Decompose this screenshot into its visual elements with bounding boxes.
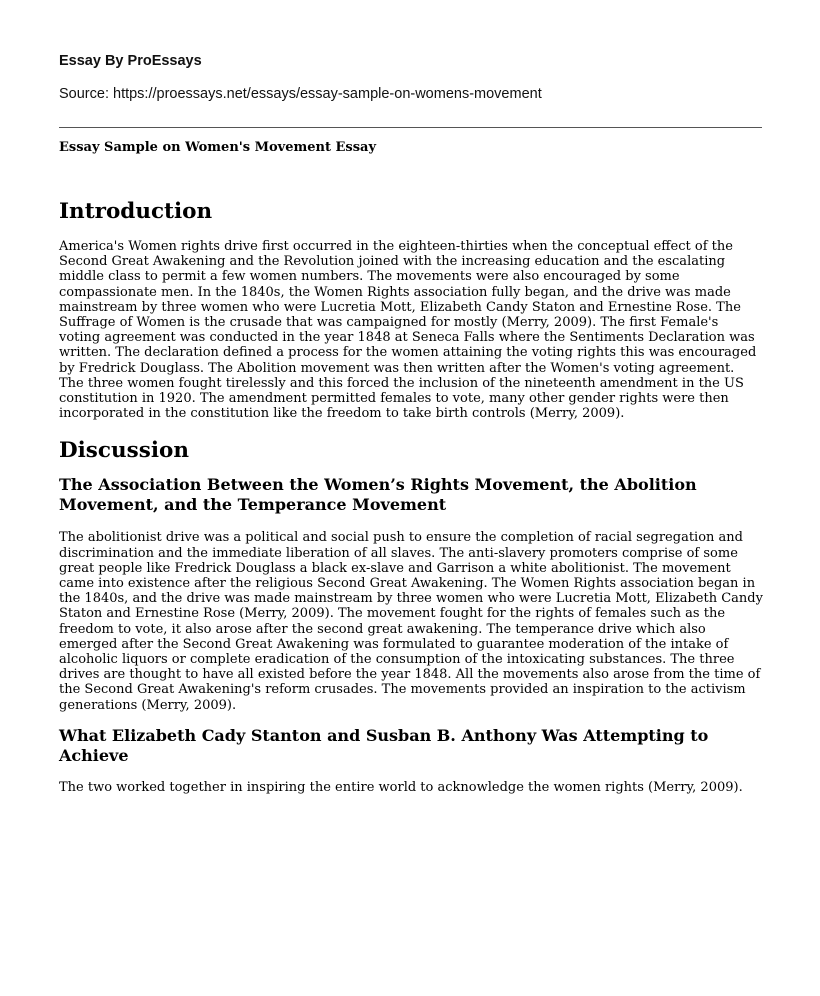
section-heading-introduction: Introduction [59, 199, 213, 224]
essay-body [59, 197, 763, 795]
essay-by-line: Essay By ProEssays [59, 53, 202, 69]
association-paragraph: The abolitionist drive was a political and social push to ensure the completion of racial segregation and discrimination and the immediate liberation of all slaves. The anti-slavery promoters comprise of some great people like Fredrick Douglass a black ex-slave and Garrison a white abolitionist. The movement came into existence after the religious Second Great Awakening. The Women Rights association began in the 1840s, and the drive was made mainstream by three women who were Lucretia Mott, Elizabeth Candy Staton and Ernestine Rose (Merry, 2009). The movement fought for the rights of females such as the freedom to vote, it also arose after the second great awakening. The temperance drive which also emerged after the Second Great Awakening was formulated to guarantee moderation of the intake of alcoholic liquors or complete eradication of the consumption of the intoxicating substances. The three drives are thought to have all existed before the year 1848. All the movements also arose from the time of the Second Great Awakening's reform crusades. The movements provided an inspiration to the activism generations (Merry, 2009). [59, 530, 763, 713]
stanton-anthony-paragraph: The two worked together in inspiring the entire world to acknowledge the women rights (Merry, 2009). [59, 779, 743, 795]
document-title: Essay Sample on Women's Movement Essay [59, 140, 377, 155]
header-divider [59, 127, 762, 128]
introduction-paragraph: America's Women rights drive first occurred in the eighteen-thirties when the conceptual effect of the Second Great Awakening and the Revolution joined with the increasing education and the escalating middle class to permit a few women numbers. The movements were also encouraged by some compassionate men. In the 1840s, the Women Rights association fully began, and the drive was made mainstream by three women who were Lucretia Mott, Elizabeth Candy Staton and Ernestine Rose. The Suffrage of Women is the crusade that was campaigned for mostly (Merry, 2009). The first Female's voting agreement was conducted in the year 1848 at Seneca Falls where the Sentiments Declaration was written. The declaration defined a process for the women attaining the voting rights this was encouraged by Fredrick Douglass. The Abolition movement was then written after the Women's voting agreement. The three women fought tirelessly and this forced the inclusion of the nineteenth amendment in the US constitution in 1920. The amendment permitted females to vote, many other gender rights were then incorporated in the constitution like the freedom to take birth controls (Merry, 2009). [59, 239, 757, 422]
subsection-heading-stanton-anthony: What Elizabeth Cady Stanton and Susban B. Anthony Was Attempting to Achieve [59, 725, 709, 765]
subsection-heading-association: The Association Between the Women’s Rights Movement, the Abolition Movement, and the Temperance Movement [59, 475, 697, 515]
essay-source-line: Source: https://proessays.net/essays/essay-sample-on-womens-movement [59, 86, 542, 102]
section-heading-discussion: Discussion [59, 438, 189, 464]
